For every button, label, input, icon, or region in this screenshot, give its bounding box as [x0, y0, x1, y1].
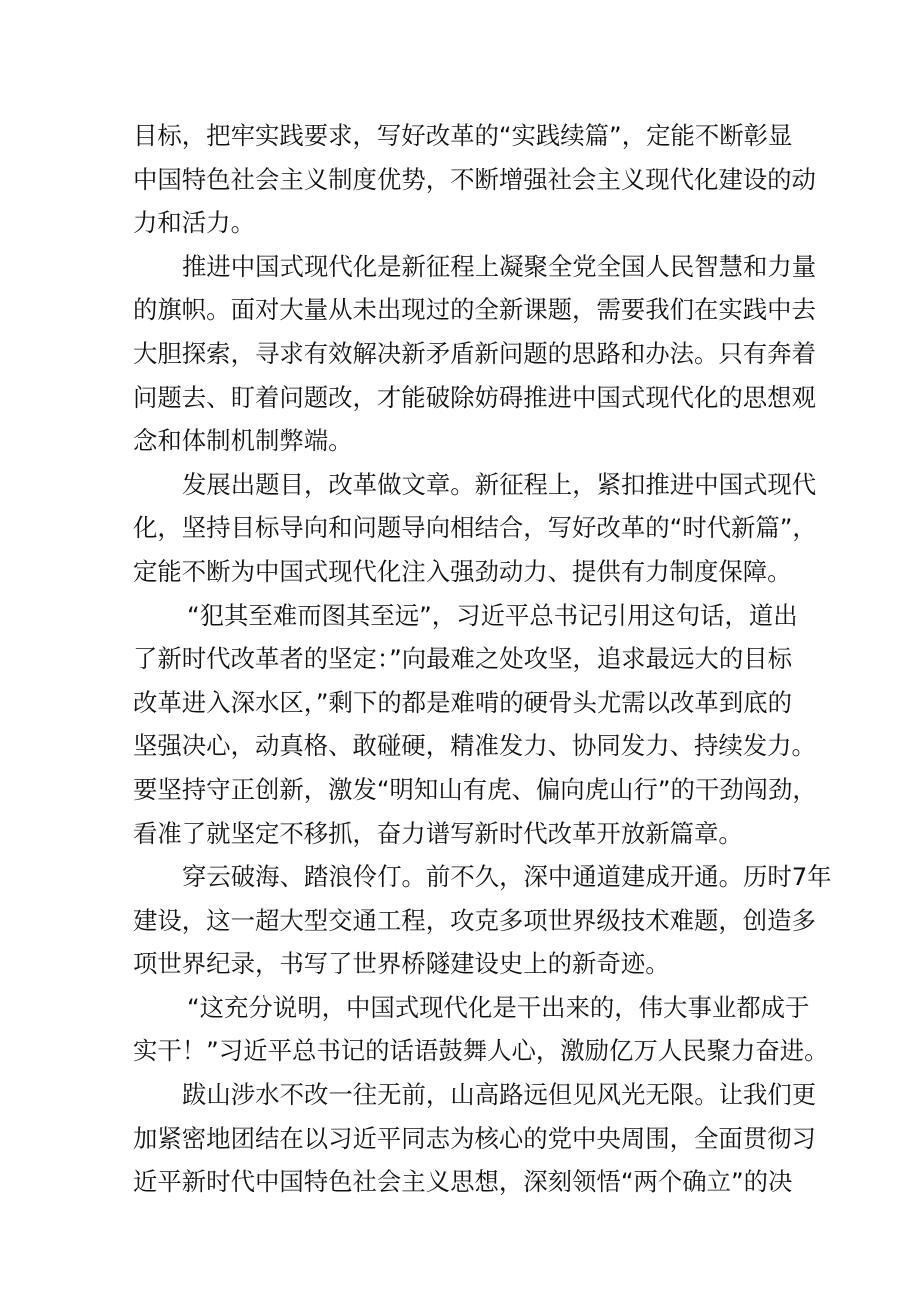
text-line: 化，坚持目标导向和问题导向相结合，写好改革的“时代新篇”， — [133, 513, 817, 543]
text-line: 看准了就坚定不移抓，奋力谱写新时代改革开放新篇章。 — [133, 818, 743, 848]
text-line: 问题去、盯着问题改，才能破除妨碍推进中国式现代化的思想观 — [133, 382, 816, 412]
text-line: 目标，把牢实践要求，写好改革的“实践续篇”，定能不断彰显 — [133, 121, 793, 150]
text-line: 了新时代改革者的坚定：”向最难之处攻坚，追求最远大的目标 — [133, 644, 792, 674]
text-line: “这充分说明，中国式现代化是干出来的，伟大事业都成于 — [187, 992, 810, 1022]
text-line: 力和活力。 — [133, 208, 255, 238]
text-line: 实干！”习近平总书记的话语鼓舞人心，激励亿万人民聚力奋进。 — [133, 1036, 829, 1066]
text-line: 推进中国式现代化是新征程上凝聚全党全国人民智慧和力量 — [182, 251, 817, 281]
text-line: “犯其至难而图其至远”，习近平总书记引用这句话，道出 — [187, 600, 798, 630]
text-line: 近平新时代中国特色社会主义思想，深刻领悟“两个确立”的决 — [133, 1167, 793, 1197]
text-line: 项世界纪录，书写了世界桥隧建设史上的新奇迹。 — [133, 949, 670, 979]
text-line: 坚强决心，动真格、敢碰硬，精准发力、协同发力、持续发力。 — [133, 731, 816, 761]
text-line: 要坚持守正创新，激发“明知山有虎、偏向虎山行”的干劲闯劲， — [133, 774, 817, 804]
text-line: 改革进入深水区，”剩下的都是难啃的硬骨头尤需以改革到底的 — [133, 687, 792, 717]
text-line: 跋山涉水不改一往无前，山高路远但见风光无限。让我们更 — [182, 1080, 817, 1110]
text-line: 发展出题目，改革做文章。新征程上，紧扣推进中国式现代 — [182, 469, 817, 499]
text-line: 中国特色社会主义制度优势，不断增强社会主义现代化建设的动 — [133, 164, 816, 194]
text-line: 大胆探索，寻求有效解决新矛盾新问题的思路和办法。只有奔着 — [133, 338, 816, 368]
text-line: 念和体制机制弊端。 — [133, 426, 353, 456]
text-line: 的旗帜。面对大量从未出现过的全新课题，需要我们在实践中去 — [133, 295, 816, 325]
text-line: 加紧密地团结在以习近平同志为核心的党中央周围，全面贯彻习 — [133, 1123, 816, 1153]
text-line: 建设，这一超大型交通工程，攻克多项世界级技术难题，创造多 — [133, 905, 816, 935]
text-line: 定能不断为中国式现代化注入强劲动力、提供有力制度保障。 — [133, 556, 792, 586]
text-line: 穿云破海、踏浪伶仃。前不久，深中通道建成开通。历时7年 — [182, 862, 832, 892]
document-page — [133, 114, 832, 1204]
